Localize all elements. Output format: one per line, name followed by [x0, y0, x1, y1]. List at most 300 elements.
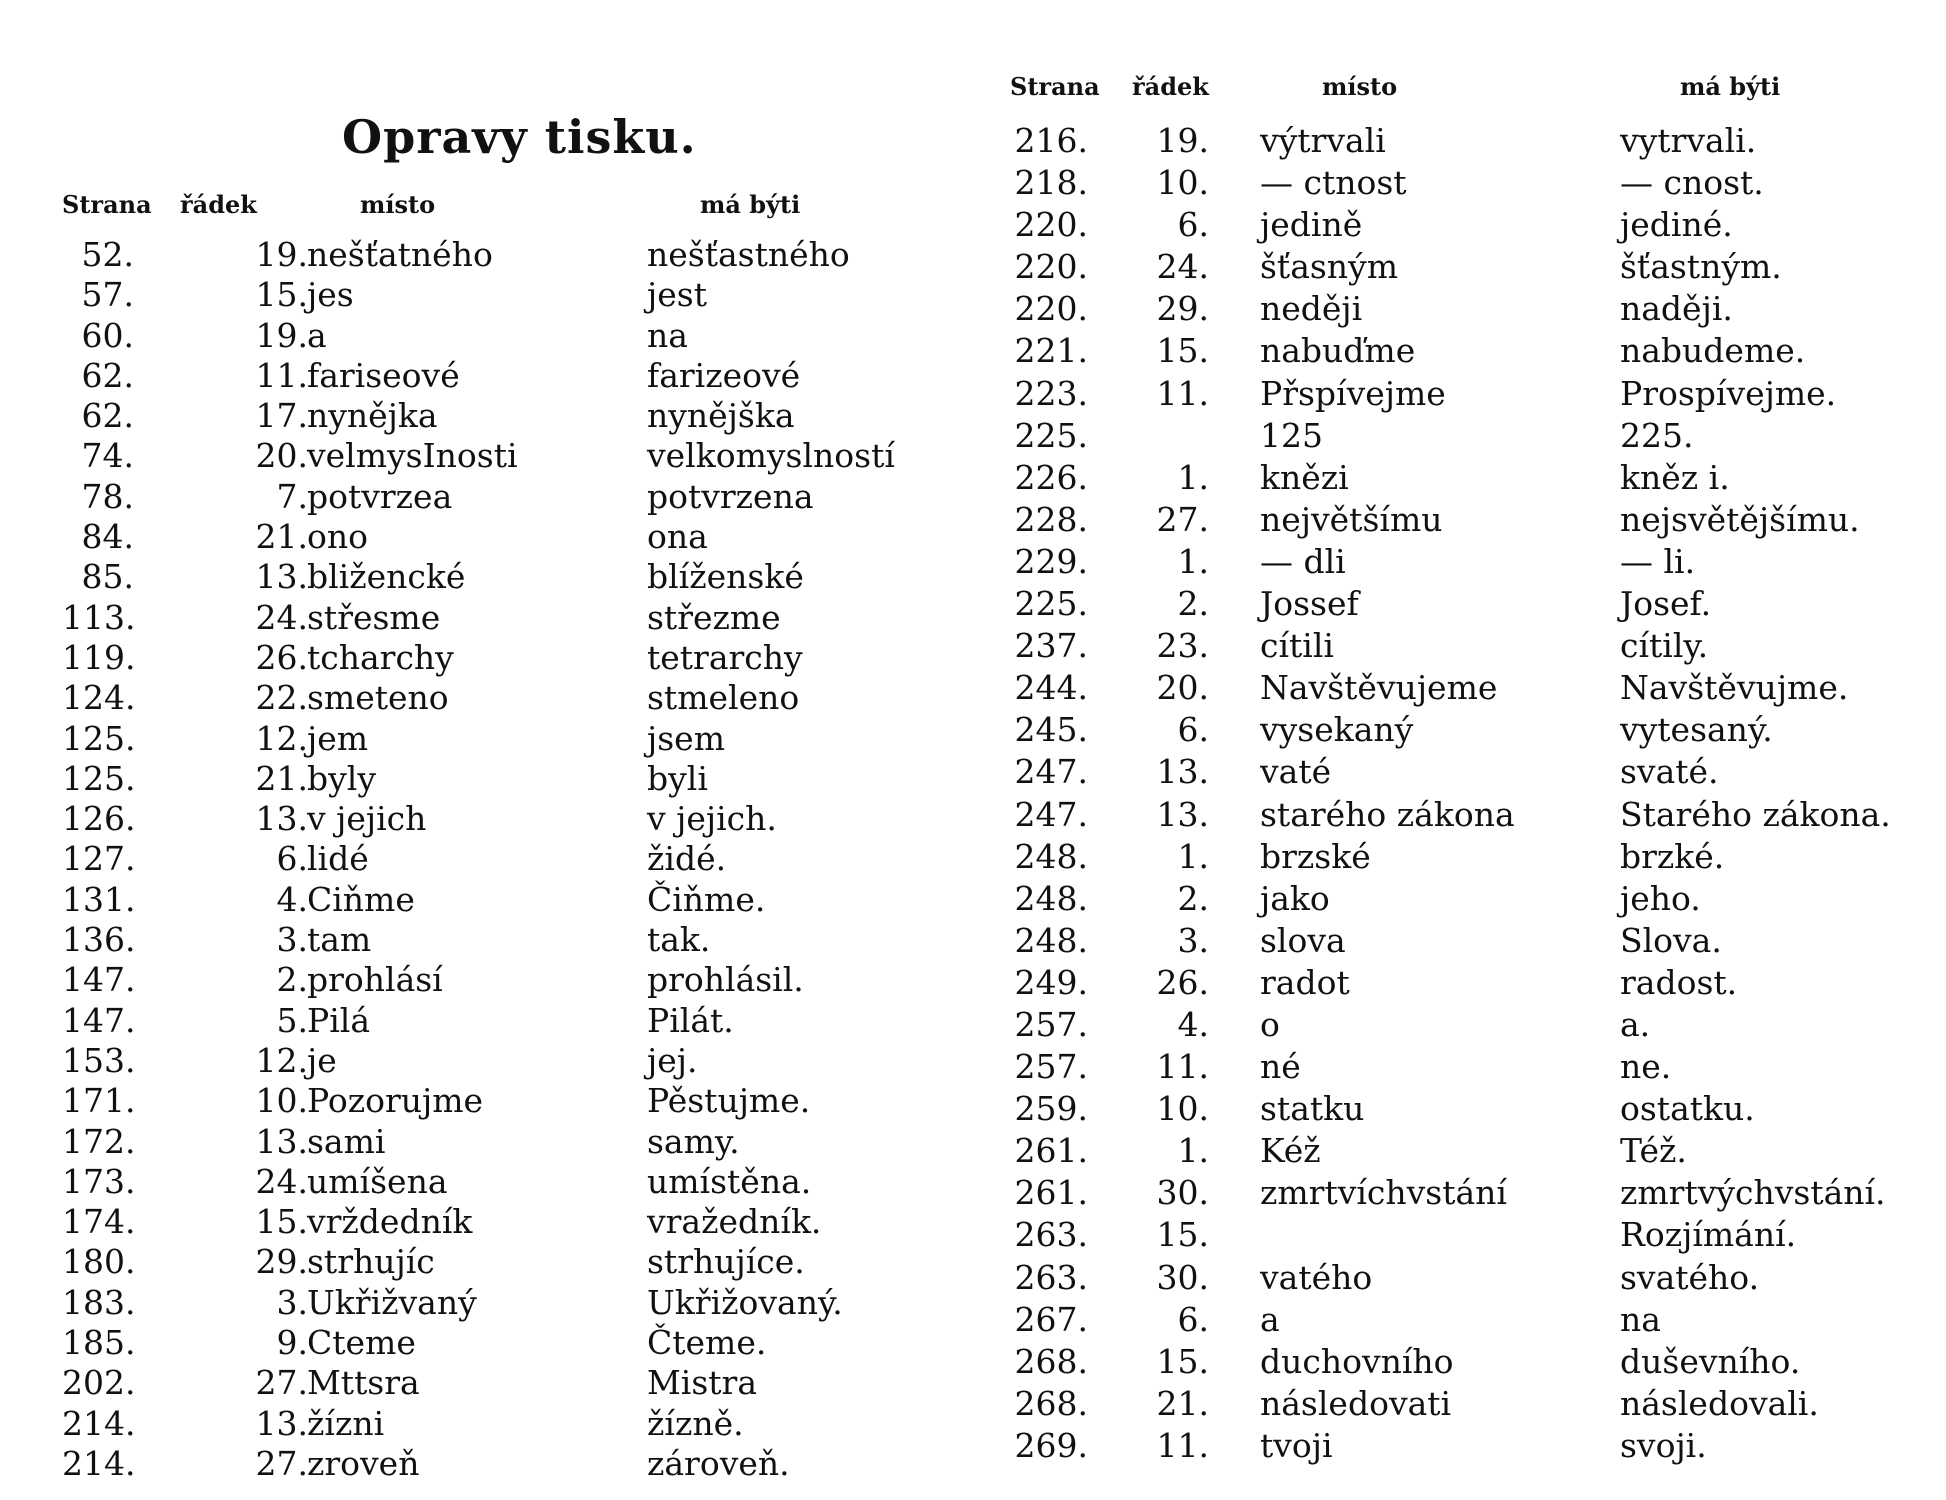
line-number: 11. [1156, 1425, 1209, 1465]
line-number: 10. [1156, 163, 1209, 203]
page-number: 60. [81, 315, 134, 355]
wrong-text: zroveň [307, 1443, 420, 1483]
page-number: 153. [62, 1040, 136, 1080]
correct-text: svatého. [1620, 1257, 1760, 1297]
wrong-text: vatého [1260, 1257, 1373, 1297]
correct-text: prohlásil. [647, 960, 804, 1000]
page-number: 248. [1014, 836, 1088, 876]
line-number: 13. [255, 799, 308, 839]
errata-row [1004, 1046, 1934, 1088]
page-number: 180. [62, 1242, 136, 1282]
correct-text: potvrzena [647, 476, 814, 516]
line-number: 12. [255, 718, 308, 758]
page-number: 226. [1014, 457, 1088, 497]
correct-text: tetrarchy [647, 637, 803, 677]
correct-text: Pěstujme. [647, 1081, 811, 1121]
wrong-text: nynějka [307, 396, 438, 436]
correct-text: nabudeme. [1620, 331, 1806, 371]
page-number: 229. [1014, 541, 1088, 581]
wrong-text: — ctnost [1260, 163, 1407, 203]
correct-text: tak. [647, 920, 711, 960]
correct-text: a. [1620, 1004, 1651, 1044]
errata-row [62, 1363, 942, 1403]
errata-row [62, 1444, 942, 1484]
wrong-text: o [1260, 1004, 1280, 1044]
wrong-text: statku [1260, 1089, 1365, 1129]
wrong-text: Jossef [1260, 584, 1359, 624]
correct-text: ona [647, 517, 708, 557]
page-number: 62. [81, 355, 134, 395]
page-number: 248. [1014, 878, 1088, 918]
page-number: 119. [62, 637, 136, 677]
page-number: 220. [1014, 247, 1088, 287]
errata-row [62, 1323, 942, 1363]
correct-text: cítily. [1620, 626, 1709, 666]
errata-row [62, 436, 942, 476]
page-number: 249. [1014, 962, 1088, 1002]
errata-row [62, 678, 942, 718]
errata-row [1004, 794, 1934, 836]
correct-text: umístěna. [647, 1161, 812, 1201]
page-number: 124. [62, 678, 136, 718]
errata-row [1004, 415, 1934, 457]
errata-row [1004, 1130, 1934, 1172]
page-number: 113. [62, 597, 136, 637]
correct-text: Navštěvujme. [1620, 668, 1849, 708]
errata-list-left [62, 235, 942, 1484]
correct-text: Mistra [647, 1363, 757, 1403]
line-number: 21. [255, 758, 308, 798]
errata-row [62, 1122, 942, 1162]
errata-row [62, 759, 942, 799]
correct-text: Též. [1620, 1131, 1687, 1171]
correct-text: židé. [647, 839, 727, 879]
wrong-text: a [1260, 1299, 1280, 1339]
errata-row [1004, 583, 1934, 625]
wrong-text: 125 [1260, 415, 1323, 455]
correct-text: vytesaný. [1620, 710, 1773, 750]
page-number: 78. [81, 476, 134, 516]
line-number: 26. [1156, 962, 1209, 1002]
errata-row [62, 477, 942, 517]
line-number: 22. [255, 678, 308, 718]
wrong-text: vysekaný [1260, 710, 1414, 750]
line-number: 2. [276, 960, 308, 1000]
line-number: 15. [255, 275, 308, 315]
errata-row [1004, 625, 1934, 667]
correct-text: Prospívejme. [1620, 373, 1837, 413]
errata-row [1004, 120, 1934, 162]
wrong-text: následovati [1260, 1383, 1452, 1423]
wrong-text: cítili [1260, 626, 1334, 666]
page-number: 147. [62, 960, 136, 1000]
header-misto: místo [360, 190, 436, 219]
correct-text: — cnost. [1620, 163, 1764, 203]
page-number: 261. [1014, 1131, 1088, 1171]
correct-text: svaté. [1620, 752, 1719, 792]
line-number: 11. [255, 355, 308, 395]
line-number: 20. [255, 436, 308, 476]
line-number: 15. [1156, 1341, 1209, 1381]
wrong-text: potvrzea [307, 476, 453, 516]
errata-row [1004, 162, 1934, 204]
errata-row [62, 1404, 942, 1444]
page-number: 225. [1014, 415, 1088, 455]
line-number: 13. [1156, 794, 1209, 834]
errata-row [62, 1242, 942, 1282]
wrong-text: nešťatného [307, 235, 493, 274]
line-number: 3. [276, 920, 308, 960]
wrong-text: knězi [1260, 457, 1349, 497]
correct-text: zároveň. [647, 1443, 790, 1483]
wrong-text: duchovního [1260, 1341, 1454, 1381]
errata-row [1004, 330, 1934, 372]
line-number: 4. [276, 879, 308, 919]
header-radek: řádek [1132, 72, 1209, 101]
correct-text: v jejich. [647, 799, 777, 839]
errata-row [62, 719, 942, 759]
errata-list-right [1004, 120, 1934, 1467]
errata-row [1004, 204, 1934, 246]
page-number: 261. [1014, 1173, 1088, 1213]
line-number: 3. [1177, 920, 1209, 960]
page-number: 57. [81, 275, 134, 315]
correct-text: brzké. [1620, 836, 1725, 876]
page-number: 125. [62, 758, 136, 798]
wrong-text: střesme [307, 597, 441, 637]
wrong-text: jako [1260, 878, 1330, 918]
line-number: 1. [1177, 541, 1209, 581]
correct-text: Pilát. [647, 1000, 734, 1040]
wrong-text: v jejich [307, 799, 427, 839]
errata-row [1004, 836, 1934, 878]
wrong-text: nabuďme [1260, 331, 1416, 371]
line-number: 7. [276, 476, 308, 516]
page-number: 263. [1014, 1215, 1088, 1255]
line-number: 6. [276, 839, 308, 879]
page-number: 268. [1014, 1341, 1088, 1381]
errata-row [1004, 1172, 1934, 1214]
line-number: 13. [255, 557, 308, 597]
line-number: 3. [276, 1282, 308, 1322]
line-number: 26. [255, 637, 308, 677]
errata-row [62, 1202, 942, 1242]
header-strana: Strana [1010, 72, 1100, 101]
line-number: 21. [255, 517, 308, 557]
errata-row [62, 799, 942, 839]
line-number: 15. [1156, 1215, 1209, 1255]
errata-row [1004, 709, 1934, 751]
header-strana: Strana [62, 190, 152, 219]
line-number: 30. [1156, 1173, 1209, 1213]
errata-row [62, 517, 942, 557]
wrong-text: největšímu [1260, 499, 1443, 539]
line-number: 2. [1177, 878, 1209, 918]
errata-row [62, 1283, 942, 1323]
errata-row [62, 1041, 942, 1081]
errata-row [62, 598, 942, 638]
correct-text: jej. [647, 1040, 698, 1080]
line-number: 1. [1177, 1131, 1209, 1171]
wrong-text: neději [1260, 289, 1363, 329]
errata-row [1004, 541, 1934, 583]
errata-row [1004, 246, 1934, 288]
page-number: 84. [81, 517, 134, 557]
correct-text: kněz i. [1620, 457, 1730, 497]
page-number: 171. [62, 1081, 136, 1121]
header-radek: řádek [180, 190, 257, 219]
correct-text: Ukřižovaný. [647, 1282, 843, 1322]
page-number: 263. [1014, 1257, 1088, 1297]
correct-text: ne. [1620, 1047, 1672, 1087]
page-number: 220. [1014, 205, 1088, 245]
correct-text: nešťastného [647, 235, 850, 274]
line-number: 11. [1156, 373, 1209, 413]
correct-text: nynějška [647, 396, 795, 436]
page-title: Opravy tisku. [342, 110, 697, 164]
correct-text: Josef. [1620, 584, 1712, 624]
page-number: 127. [62, 839, 136, 879]
wrong-text: výtrvali [1260, 121, 1386, 160]
line-number: 24. [255, 597, 308, 637]
line-number: 13. [1156, 752, 1209, 792]
page-number: 173. [62, 1161, 136, 1201]
correct-text: radost. [1620, 962, 1738, 1002]
page-number: 147. [62, 1000, 136, 1040]
errata-row [1004, 1299, 1934, 1341]
wrong-text: a [307, 315, 327, 355]
errata-row [1004, 1004, 1934, 1046]
header-ma-byti: má býti [700, 190, 801, 219]
errata-row [1004, 878, 1934, 920]
wrong-text: Přspívejme [1260, 373, 1446, 413]
errata-row [1004, 373, 1934, 415]
wrong-text: Ukřižvaný [307, 1282, 477, 1322]
correct-text: stmeleno [647, 678, 800, 718]
line-number: 13. [255, 1403, 308, 1443]
errata-row [62, 557, 942, 597]
page-number: 174. [62, 1202, 136, 1242]
wrong-text: jedině [1260, 205, 1363, 245]
wrong-text: né [1260, 1047, 1301, 1087]
correct-text: duševního. [1620, 1341, 1801, 1381]
wrong-text: strhujíc [307, 1242, 435, 1282]
correct-text: 225. [1620, 415, 1694, 455]
correct-text: Starého zákona. [1620, 794, 1891, 834]
page-number: 267. [1014, 1299, 1088, 1339]
correct-text: ostatku. [1620, 1089, 1755, 1129]
wrong-text: Navštěvujeme [1260, 668, 1498, 708]
header-misto: místo [1322, 72, 1398, 101]
correct-text: Rozjímání. [1620, 1215, 1797, 1255]
page-number: 202. [62, 1363, 136, 1403]
errata-row [62, 316, 942, 356]
wrong-text: Pilá [307, 1000, 370, 1040]
line-number: 19. [255, 315, 308, 355]
wrong-text: je [307, 1040, 337, 1080]
page-number: 221. [1014, 331, 1088, 371]
errata-row [1004, 1383, 1934, 1425]
errata-row [1004, 751, 1934, 793]
page-number: 244. [1014, 668, 1088, 708]
correct-text: jsem [647, 718, 725, 758]
page-number: 268. [1014, 1383, 1088, 1423]
wrong-text: lidé [307, 839, 369, 879]
errata-row [62, 1081, 942, 1121]
errata-row [1004, 1088, 1934, 1130]
page-number: 247. [1014, 794, 1088, 834]
correct-text: následovali. [1620, 1383, 1819, 1423]
header-ma-byti: má býti [1680, 72, 1781, 101]
correct-text: jeho. [1620, 878, 1701, 918]
page-number: 269. [1014, 1425, 1088, 1465]
errata-row [1004, 457, 1934, 499]
correct-text: velkomyslností [647, 436, 895, 476]
line-number: 20. [1156, 668, 1209, 708]
correct-text: vytrvali. [1620, 121, 1757, 160]
line-number: 27. [255, 1363, 308, 1403]
line-number: 27. [255, 1443, 308, 1483]
line-number: 10. [255, 1081, 308, 1121]
line-number: 24. [1156, 247, 1209, 287]
correct-text: farizeové [647, 355, 801, 395]
page-number: 247. [1014, 752, 1088, 792]
page-number: 62. [81, 396, 134, 436]
page-number: 214. [62, 1443, 136, 1483]
errata-row [62, 920, 942, 960]
line-number: 15. [1156, 331, 1209, 371]
line-number: 21. [1156, 1383, 1209, 1423]
line-number: 29. [1156, 289, 1209, 329]
page-number: 125. [62, 718, 136, 758]
wrong-text: smeteno [307, 678, 449, 718]
correct-text: strhujíce. [647, 1242, 805, 1282]
correct-text: na [647, 315, 688, 355]
page-number: 237. [1014, 626, 1088, 666]
errata-row [1004, 1425, 1934, 1467]
page-number: 248. [1014, 920, 1088, 960]
wrong-text: Kéž [1260, 1131, 1321, 1171]
wrong-text: šťasným [1260, 247, 1398, 287]
line-number: 2. [1177, 584, 1209, 624]
line-number: 1. [1177, 457, 1209, 497]
correct-text: — li. [1620, 541, 1696, 581]
line-number: 27. [1156, 499, 1209, 539]
line-number: 24. [255, 1161, 308, 1201]
line-number: 4. [1177, 1004, 1209, 1044]
errata-row [1004, 667, 1934, 709]
errata-row [1004, 288, 1934, 330]
wrong-text: sami [307, 1121, 386, 1161]
line-number: 19. [1156, 121, 1209, 160]
errata-row [1004, 1341, 1934, 1383]
page-number: 257. [1014, 1047, 1088, 1087]
wrong-text: prohlásí [307, 960, 443, 1000]
wrong-text: fariseové [307, 355, 460, 395]
wrong-text: slova [1260, 920, 1346, 960]
correct-text: zmrtvýchvstání. [1620, 1173, 1886, 1213]
line-number: 17. [255, 396, 308, 436]
page-number: 257. [1014, 1004, 1088, 1044]
page-number: 228. [1014, 499, 1088, 539]
correct-text: jest [647, 275, 707, 315]
line-number: 12. [255, 1040, 308, 1080]
wrong-text: vrždedník [307, 1202, 473, 1242]
errata-row [62, 839, 942, 879]
wrong-text: starého zákona [1260, 794, 1515, 834]
line-number: 29. [255, 1242, 308, 1282]
errata-row [1004, 499, 1934, 541]
correct-text: Čteme. [647, 1323, 767, 1363]
wrong-text: žízni [307, 1403, 385, 1443]
page-number: 183. [62, 1282, 136, 1322]
line-number: 5. [276, 1000, 308, 1040]
page-number: 218. [1014, 163, 1088, 203]
wrong-text: byly [307, 758, 376, 798]
errata-row [62, 275, 942, 315]
line-number: 9. [276, 1323, 308, 1363]
line-number: 6. [1177, 710, 1209, 750]
errata-row [62, 396, 942, 436]
errata-row [1004, 962, 1934, 1004]
errata-row [62, 1001, 942, 1041]
page-number: 126. [62, 799, 136, 839]
correct-text: jediné. [1620, 205, 1733, 245]
page-number: 85. [81, 557, 134, 597]
correct-text: Čiňme. [647, 879, 766, 919]
wrong-text: tvoji [1260, 1425, 1333, 1465]
page-number: 220. [1014, 289, 1088, 329]
correct-text: nejsvětějšímu. [1620, 499, 1860, 539]
wrong-text: jem [307, 718, 369, 758]
line-number: 23. [1156, 626, 1209, 666]
errata-row [62, 638, 942, 678]
correct-text: na [1620, 1299, 1661, 1339]
page-number: 185. [62, 1323, 136, 1363]
correct-text: žízně. [647, 1403, 744, 1443]
wrong-text: ono [307, 517, 368, 557]
page-number: 225. [1014, 584, 1088, 624]
wrong-text: jes [307, 275, 354, 315]
wrong-text: vaté [1260, 752, 1332, 792]
errata-row [1004, 920, 1934, 962]
wrong-text: tam [307, 920, 372, 960]
wrong-text: bližencké [307, 557, 466, 597]
correct-text: vražedník. [647, 1202, 822, 1242]
line-number: 30. [1156, 1257, 1209, 1297]
page-number: 223. [1014, 373, 1088, 413]
errata-row [62, 880, 942, 920]
correct-text: šťastným. [1620, 247, 1782, 287]
wrong-text: radot [1260, 962, 1350, 1002]
line-number: 1. [1177, 836, 1209, 876]
correct-text: Slova. [1620, 920, 1722, 960]
page-number: 216. [1014, 121, 1088, 160]
wrong-text: tcharchy [307, 637, 454, 677]
correct-text: byli [647, 758, 708, 798]
errata-row [62, 356, 942, 396]
correct-text: naději. [1620, 289, 1733, 329]
correct-text: svoji. [1620, 1425, 1707, 1465]
wrong-text: — dli [1260, 541, 1346, 581]
page-number: 131. [62, 879, 136, 919]
wrong-text: Pozorujme [307, 1081, 484, 1121]
correct-text: samy. [647, 1121, 740, 1161]
page-number: 74. [81, 436, 134, 476]
page-number: 214. [62, 1403, 136, 1443]
page-number: 259. [1014, 1089, 1088, 1129]
wrong-text: umíšena [307, 1161, 448, 1201]
